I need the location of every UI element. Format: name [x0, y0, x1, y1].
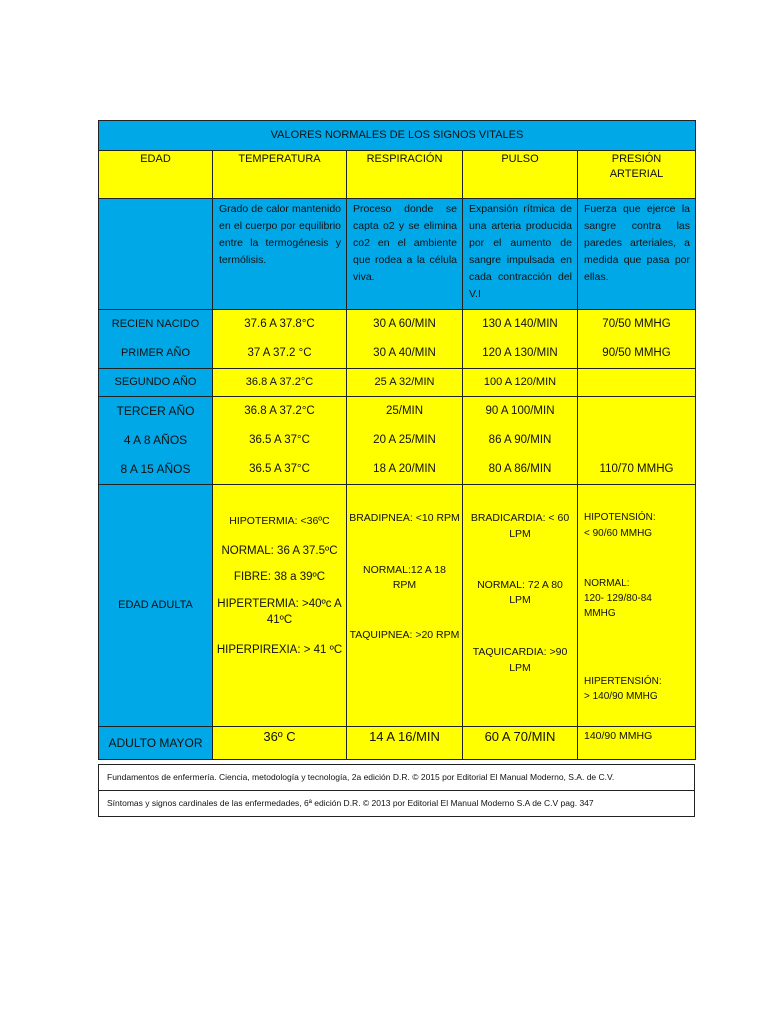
pulse-normal-adult: NORMAL: 72 A 80 — [477, 579, 563, 591]
pulse-elder: 60 A 70/MIN — [463, 727, 578, 760]
references-box — [98, 764, 695, 817]
table-row — [99, 727, 696, 760]
temp-hyperpyrexia: HIPERPIREXIA: > 41 ºC — [216, 644, 343, 656]
bp-first-year: 90/50 MMHG — [602, 347, 671, 359]
resp-third-year: 25/MIN — [385, 405, 424, 417]
table-row — [99, 369, 696, 397]
vital-signs-table — [98, 120, 696, 760]
bp-cell-infants — [578, 310, 696, 369]
reference-2: Síntomas y signos cardinales de las enfermedades, 6ª edición D.R. © 2013 por Editorial El Manual Moderno S.A de C.V pag. 347 — [99, 790, 694, 816]
resp-normal-adult: NORMAL:12 A 18 — [363, 564, 446, 576]
age-cell-children — [99, 397, 213, 485]
resp-4-to-8: 20 A 25/MIN — [373, 434, 436, 446]
resp-cell-infants — [347, 310, 463, 369]
resp-newborn: 30 A 60/MIN — [373, 318, 436, 330]
header-pressure: PRESIÓN ARTERIAL — [578, 151, 696, 199]
age-newborn: RECIEN NACIDO — [111, 318, 200, 330]
temp-fever: FIBRE: 38 a 39ºC — [233, 571, 326, 583]
temp-4-to-8: 36.5 A 37°C — [249, 434, 310, 446]
temp-elder: 36º C — [213, 727, 347, 760]
pulse-first-year: 120 A 130/MIN — [482, 347, 558, 359]
definition-pulse: Expansión rítmica de una arteria producida por el aumento de sangre impulsada en cada contracción del V.I — [463, 199, 578, 310]
table-title: VALORES NORMALES DE LOS SIGNOS VITALES — [99, 121, 696, 151]
temp-third-year: 36.8 A 37.2°C — [244, 405, 315, 417]
bp-hypotension: HIPOTENSIÓN: — [584, 512, 656, 523]
pulse-bradycardia-unit: LPM — [509, 528, 531, 540]
pulse-8-to-15: 80 A 86/MIN — [488, 463, 552, 475]
resp-first-year: 30 A 40/MIN — [373, 347, 436, 359]
age-first-year: PRIMER AÑO — [120, 347, 191, 359]
bp-hypotension-value: < 90/60 MMHG — [584, 528, 653, 539]
resp-cell-adult — [347, 485, 463, 727]
definition-temperature: Grado de calor mantenido en el cuerpo por equilibrio entre la termogénesis y termólisis. — [213, 199, 347, 310]
resp-cell-children — [347, 397, 463, 485]
bp-hypertension: HIPERTENSIÓN: — [584, 676, 662, 687]
pulse-4-to-8: 86 A 90/MIN — [488, 434, 552, 446]
pulse-tachycardia-unit: LPM — [509, 662, 531, 674]
age-second-year: SEGUNDO AÑO — [99, 369, 213, 397]
definition-respiration: Proceso donde se capta o2 y se elimina co2 en el ambiente que rodea a la célula viva. — [347, 199, 463, 310]
bp-8-to-15: 110/70 MMHG — [599, 463, 674, 475]
pulse-normal-adult-unit: LPM — [509, 594, 531, 606]
pulse-cell-infants — [463, 310, 578, 369]
bp-cell-children — [578, 397, 696, 485]
temp-hyperthermia: HIPERTERMIA: >40ºc A — [217, 598, 342, 610]
temp-first-year: 37 A 37.2 °C — [247, 347, 312, 359]
reference-1: Fundamentos de enfermería. Ciencia, metodología y tecnología, 2a edición D.R. © 2015 por Editorial El Manual Moderno, S.A. de C.V. — [107, 772, 615, 782]
temp-hypothermia: HIPOTERMIA: <36ºC — [229, 515, 330, 527]
pulse-third-year: 90 A 100/MIN — [485, 405, 555, 417]
resp-elder: 14 A 16/MIN — [347, 727, 463, 760]
header-pulse: PULSO — [463, 151, 578, 199]
age-8-to-15: 8 A 15 AÑOS — [120, 462, 191, 476]
bp-cell-adult — [578, 485, 696, 727]
bp-normal-adult: NORMAL: — [584, 578, 630, 589]
temp-newborn: 37.6 A 37.8°C — [244, 318, 315, 330]
bp-normal-adult-value: 120- 129/80-84 — [584, 593, 652, 604]
resp-second-year: 25 A 32/MIN — [347, 369, 463, 397]
temp-cell-adult — [213, 485, 347, 727]
age-4-to-8: 4 A 8 AÑOS — [123, 433, 188, 447]
age-third-year: TERCER AÑO — [116, 404, 195, 418]
bp-normal-adult-unit: MMHG — [584, 608, 616, 619]
bp-third-year — [578, 397, 695, 426]
resp-tachypnea: TAQUIPNEA: >20 RPM — [349, 629, 460, 641]
temp-cell-children — [213, 397, 347, 485]
resp-normal-adult-unit: RPM — [392, 579, 417, 591]
resp-8-to-15: 18 A 20/MIN — [373, 463, 436, 475]
temp-normal-adult: NORMAL: 36 A 37.5ºC — [221, 545, 338, 557]
temp-second-year: 36.8 A 37.2°C — [213, 369, 347, 397]
age-adult: EDAD ADULTA — [99, 485, 213, 727]
pulse-cell-children — [463, 397, 578, 485]
bp-hypertension-value: > 140/90 MMHG — [584, 691, 658, 702]
temp-8-to-15: 36.5 A 37°C — [249, 463, 310, 475]
pulse-newborn: 130 A 140/MIN — [482, 318, 558, 330]
pulse-second-year: 100 A 120/MIN — [463, 369, 578, 397]
bp-second-year — [578, 369, 696, 397]
header-respiration: RESPIRACIÓN — [347, 151, 463, 199]
age-cell-infants — [99, 310, 213, 369]
pulse-cell-adult — [463, 485, 578, 727]
header-temperature: TEMPERATURA — [213, 151, 347, 199]
document-page — [98, 120, 695, 817]
age-elder: ADULTO MAYOR — [99, 727, 213, 760]
definition-pressure: Fuerza que ejerce la sangre contra las paredes arteriales, a medida que pasa por ellas. — [578, 199, 696, 310]
temp-hyperthermia-cont: 41ºC — [266, 614, 293, 626]
pulse-tachycardia: TAQUICARDIA: >90 — [472, 646, 568, 658]
bp-4-to-8 — [578, 426, 695, 455]
temp-cell-infants — [213, 310, 347, 369]
bp-newborn: 70/50 MMHG — [602, 318, 671, 330]
pulse-bradycardia: BRADICARDIA: < 60 — [470, 512, 570, 524]
resp-bradypnea: BRADIPNEA: <10 RPM — [349, 512, 460, 524]
bp-elder: 140/90 MMHG — [578, 727, 696, 760]
header-age: EDAD — [99, 151, 213, 199]
definition-age-empty — [99, 199, 213, 310]
